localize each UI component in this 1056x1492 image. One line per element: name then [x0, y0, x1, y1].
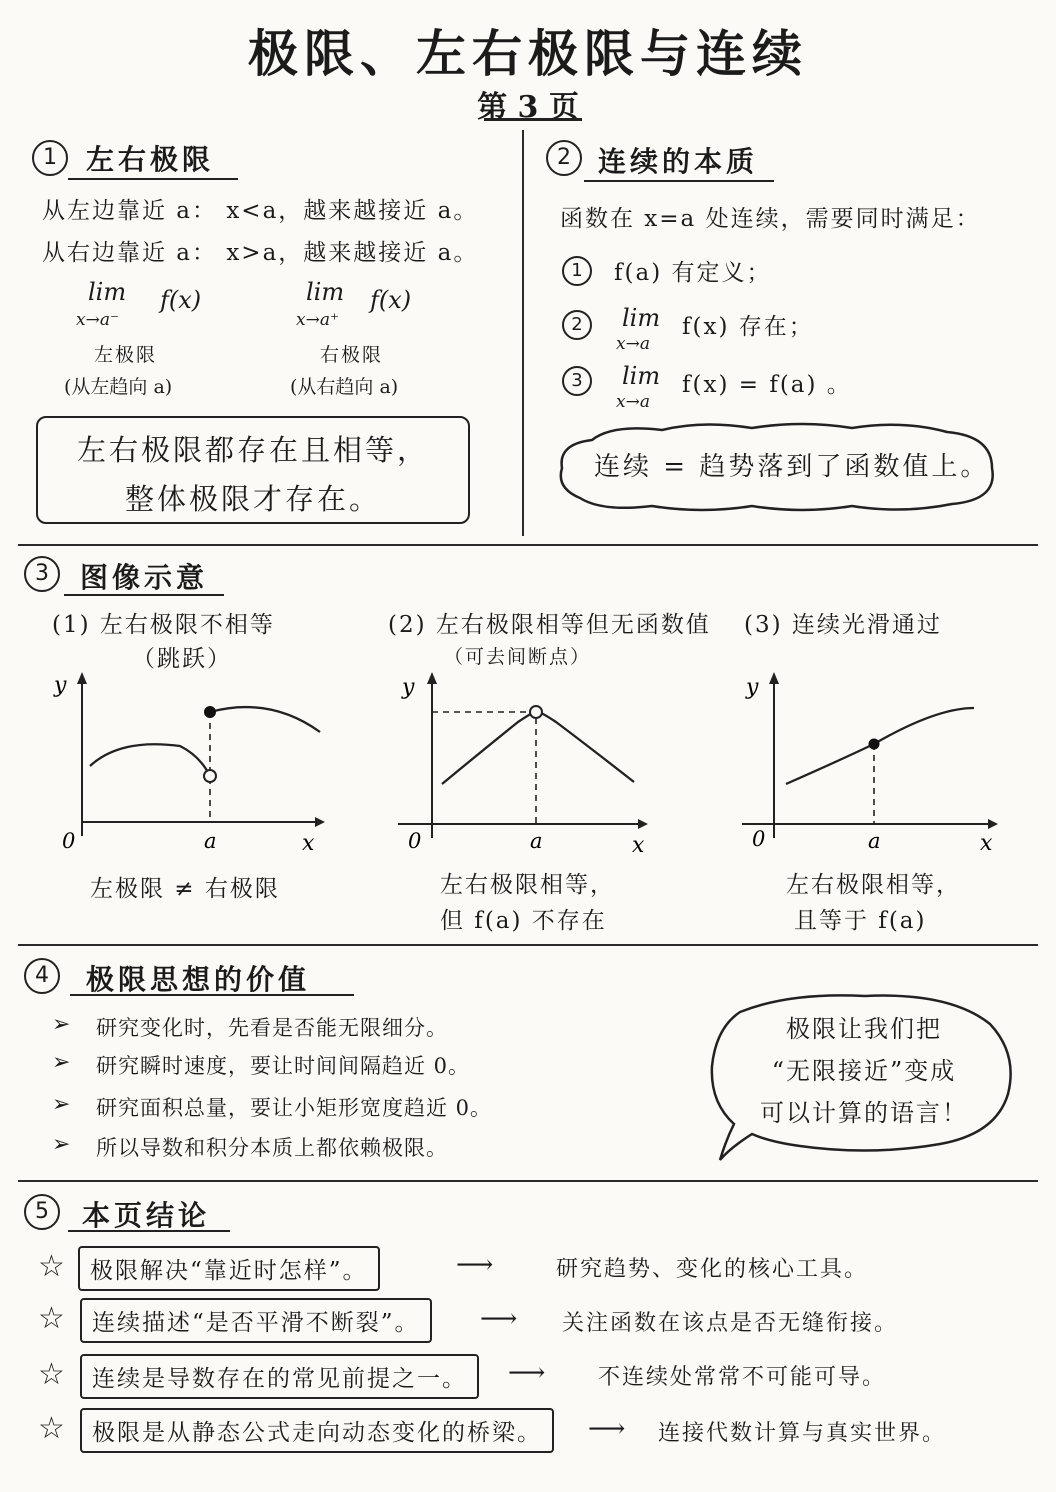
left-approach-text: 从左边靠近 a： x<a，越来越接近 a。: [42, 198, 479, 224]
limit-exists-box: [36, 416, 470, 524]
left-curve: [90, 744, 210, 776]
section-3-number: 3: [24, 556, 60, 592]
value-bullet-4: 所以导数和积分本质上都依赖极限。: [96, 1136, 448, 1160]
conclusion-result-4: 连接代数计算与真实世界。: [658, 1421, 947, 1446]
page-number-underline: [484, 118, 582, 121]
condition-2-sub: x→a: [616, 334, 650, 354]
value-bullet-1: 研究变化时，先看是否能无限细分。: [96, 1016, 448, 1040]
conclusion-box-1: 极限解决“靠近时怎样”。: [78, 1246, 380, 1291]
bubble-line-1: 极限让我们把: [786, 1015, 942, 1043]
section-2-title: 连续的本质: [598, 145, 759, 178]
right-limit-note: (从右趋向 a): [290, 376, 399, 398]
x-axis-arrow: [315, 817, 325, 827]
graph-1-caption: 左极限 ≠ 右极限: [90, 876, 280, 902]
x-label: x: [302, 831, 315, 856]
conclusion-result-3: 不连续处常常不可能可导。: [598, 1365, 887, 1390]
condition-2-lim: lim: [622, 304, 661, 332]
a-label: a: [530, 829, 543, 853]
y-axis-arrow: [427, 672, 437, 684]
section-divider-3: [18, 1180, 1038, 1182]
arrow-icon: ⟶: [588, 1414, 628, 1444]
x-axis-arrow: [988, 819, 998, 829]
y-label: y: [402, 675, 415, 700]
graph-2-removable: [388, 666, 668, 866]
graph-3-caption-1: 左右极限相等，: [786, 872, 961, 898]
star-icon: ☆: [38, 1357, 65, 1392]
a-label: a: [204, 829, 217, 853]
page-number: 第 3 页: [477, 90, 579, 125]
y-axis-arrow: [769, 672, 779, 684]
graph-3-continuous: [736, 666, 1016, 866]
graph-3-caption-2: 且等于 f(a): [794, 908, 927, 934]
section-3-title: 图像示意: [80, 561, 209, 594]
bubble-line-2: “无限接近”变成: [771, 1057, 957, 1085]
conclusion-result-1: 研究趋势、变化的核心工具。: [556, 1257, 869, 1282]
value-bullet-3: 研究面积总量，要让小矩形宽度趋近 0。: [96, 1096, 493, 1120]
arrow-icon: ⟶: [508, 1358, 548, 1388]
lim-subscript: x→a⁻: [76, 310, 119, 330]
x-label: x: [980, 831, 993, 856]
y-axis-arrow: [77, 672, 87, 684]
x-axis-arrow: [638, 819, 648, 829]
conclusion-box-3: 连续是导数存在的常见前提之一。: [80, 1354, 479, 1399]
lim-symbol: lim: [88, 278, 127, 306]
condition-1-text: f(a) 有定义；: [614, 260, 772, 286]
right-approach-text: 从右边靠近 a： x>a，越来越接近 a。: [42, 240, 479, 266]
bullet-arrow-icon: ➢: [52, 1050, 71, 1075]
box-line-2: 整体极限才存在。: [124, 482, 381, 516]
graph-2-subtitle: （可去间断点）: [444, 646, 592, 668]
graph-1-title: (1) 左右极限不相等: [52, 612, 275, 638]
open-point: [204, 770, 216, 782]
condition-2-number: 2: [562, 310, 592, 340]
filled-point: [204, 706, 216, 718]
left-limit-notation: [64, 278, 232, 398]
lim-subscript: x→a⁺: [296, 310, 339, 330]
bubble-line-3: 可以计算的语言！: [760, 1099, 968, 1127]
bubble-text: [744, 1008, 984, 1134]
section-4-underline: [70, 994, 354, 996]
right-curve: [210, 707, 320, 732]
condition-3-sub: x→a: [616, 392, 650, 412]
box-line-1: 左右极限都存在且相等，: [76, 433, 429, 467]
section-4-number: 4: [24, 958, 60, 994]
star-icon: ☆: [38, 1411, 65, 1446]
section-4-title: 极限思想的价值: [86, 963, 311, 996]
graph-1-jump: [40, 666, 330, 866]
arrow-icon: ⟶: [456, 1250, 496, 1280]
continuity-intro: 函数在 x=a 处连续，需要同时满足：: [560, 206, 981, 232]
lim-symbol: lim: [306, 278, 345, 306]
graph-2-title: (2) 左右极限相等但无函数值: [388, 612, 711, 638]
bell-curve: [442, 712, 634, 784]
bullet-arrow-icon: ➢: [52, 1132, 71, 1157]
value-bullet-2: 研究瞬时速度，要让时间间隔趋近 0。: [96, 1054, 471, 1078]
star-icon: ☆: [38, 1249, 65, 1284]
conclusion-box-2: 连续描述“是否平滑不断裂”。: [80, 1298, 432, 1343]
left-limit-note: (从左趋向 a): [64, 376, 173, 398]
section-divider-2: [18, 944, 1038, 946]
graph-2-caption-2: 但 f(a) 不存在: [440, 908, 607, 934]
condition-3-text: f(x) = f(a) 。: [682, 372, 852, 398]
page-title: 极限、左右极限与连续: [248, 24, 808, 83]
condition-3-lim: lim: [622, 362, 661, 390]
bullet-arrow-icon: ➢: [52, 1092, 71, 1117]
section-5-underline: [68, 1230, 230, 1232]
bullet-arrow-icon: ➢: [52, 1012, 71, 1037]
section-2-underline: [584, 180, 774, 182]
section-5-number: 5: [24, 1194, 60, 1230]
conclusion-result-2: 关注函数在该点是否无缝衔接。: [562, 1311, 899, 1336]
conclusion-box-4: 极限是从静态公式走向动态变化的桥梁。: [80, 1408, 554, 1453]
left-limit-label: 左极限: [94, 344, 158, 366]
condition-1-number: 1: [562, 256, 592, 286]
star-icon: ☆: [38, 1301, 65, 1336]
section-divider-1: [18, 544, 1038, 546]
origin-label: 0: [408, 829, 422, 853]
smooth-curve: [786, 708, 974, 784]
column-divider: [522, 130, 524, 536]
a-label: a: [868, 829, 881, 853]
graph-1-subtitle: （跳跃）: [132, 646, 232, 672]
origin-label: 0: [62, 829, 76, 853]
graph-2-caption-1: 左右极限相等，: [440, 872, 615, 898]
y-label: y: [746, 675, 759, 700]
x-label: x: [632, 833, 645, 858]
right-limit-label: 右极限: [320, 344, 384, 366]
section-5-title: 本页结论: [82, 1199, 211, 1232]
arrow-icon: ⟶: [480, 1304, 520, 1334]
section-2-number: 2: [546, 140, 582, 176]
cloud-text: 连续 = 趋势落到了函数值上。: [594, 452, 990, 482]
lim-function: f(x): [160, 286, 202, 314]
section-1-number: 1: [32, 140, 68, 176]
graph-3-title: (3) 连续光滑通过: [744, 612, 942, 638]
condition-2-text: f(x) 存在；: [682, 314, 814, 340]
lim-function: f(x): [370, 286, 412, 314]
origin-label: 0: [752, 827, 766, 851]
section-1-underline: [68, 178, 238, 180]
y-label: y: [54, 673, 67, 698]
open-point: [530, 706, 542, 718]
section-1-title: 左右极限: [86, 143, 215, 176]
filled-point: [869, 739, 880, 750]
condition-3-number: 3: [562, 366, 592, 396]
section-3-underline: [64, 594, 224, 596]
right-limit-notation: [290, 278, 456, 398]
